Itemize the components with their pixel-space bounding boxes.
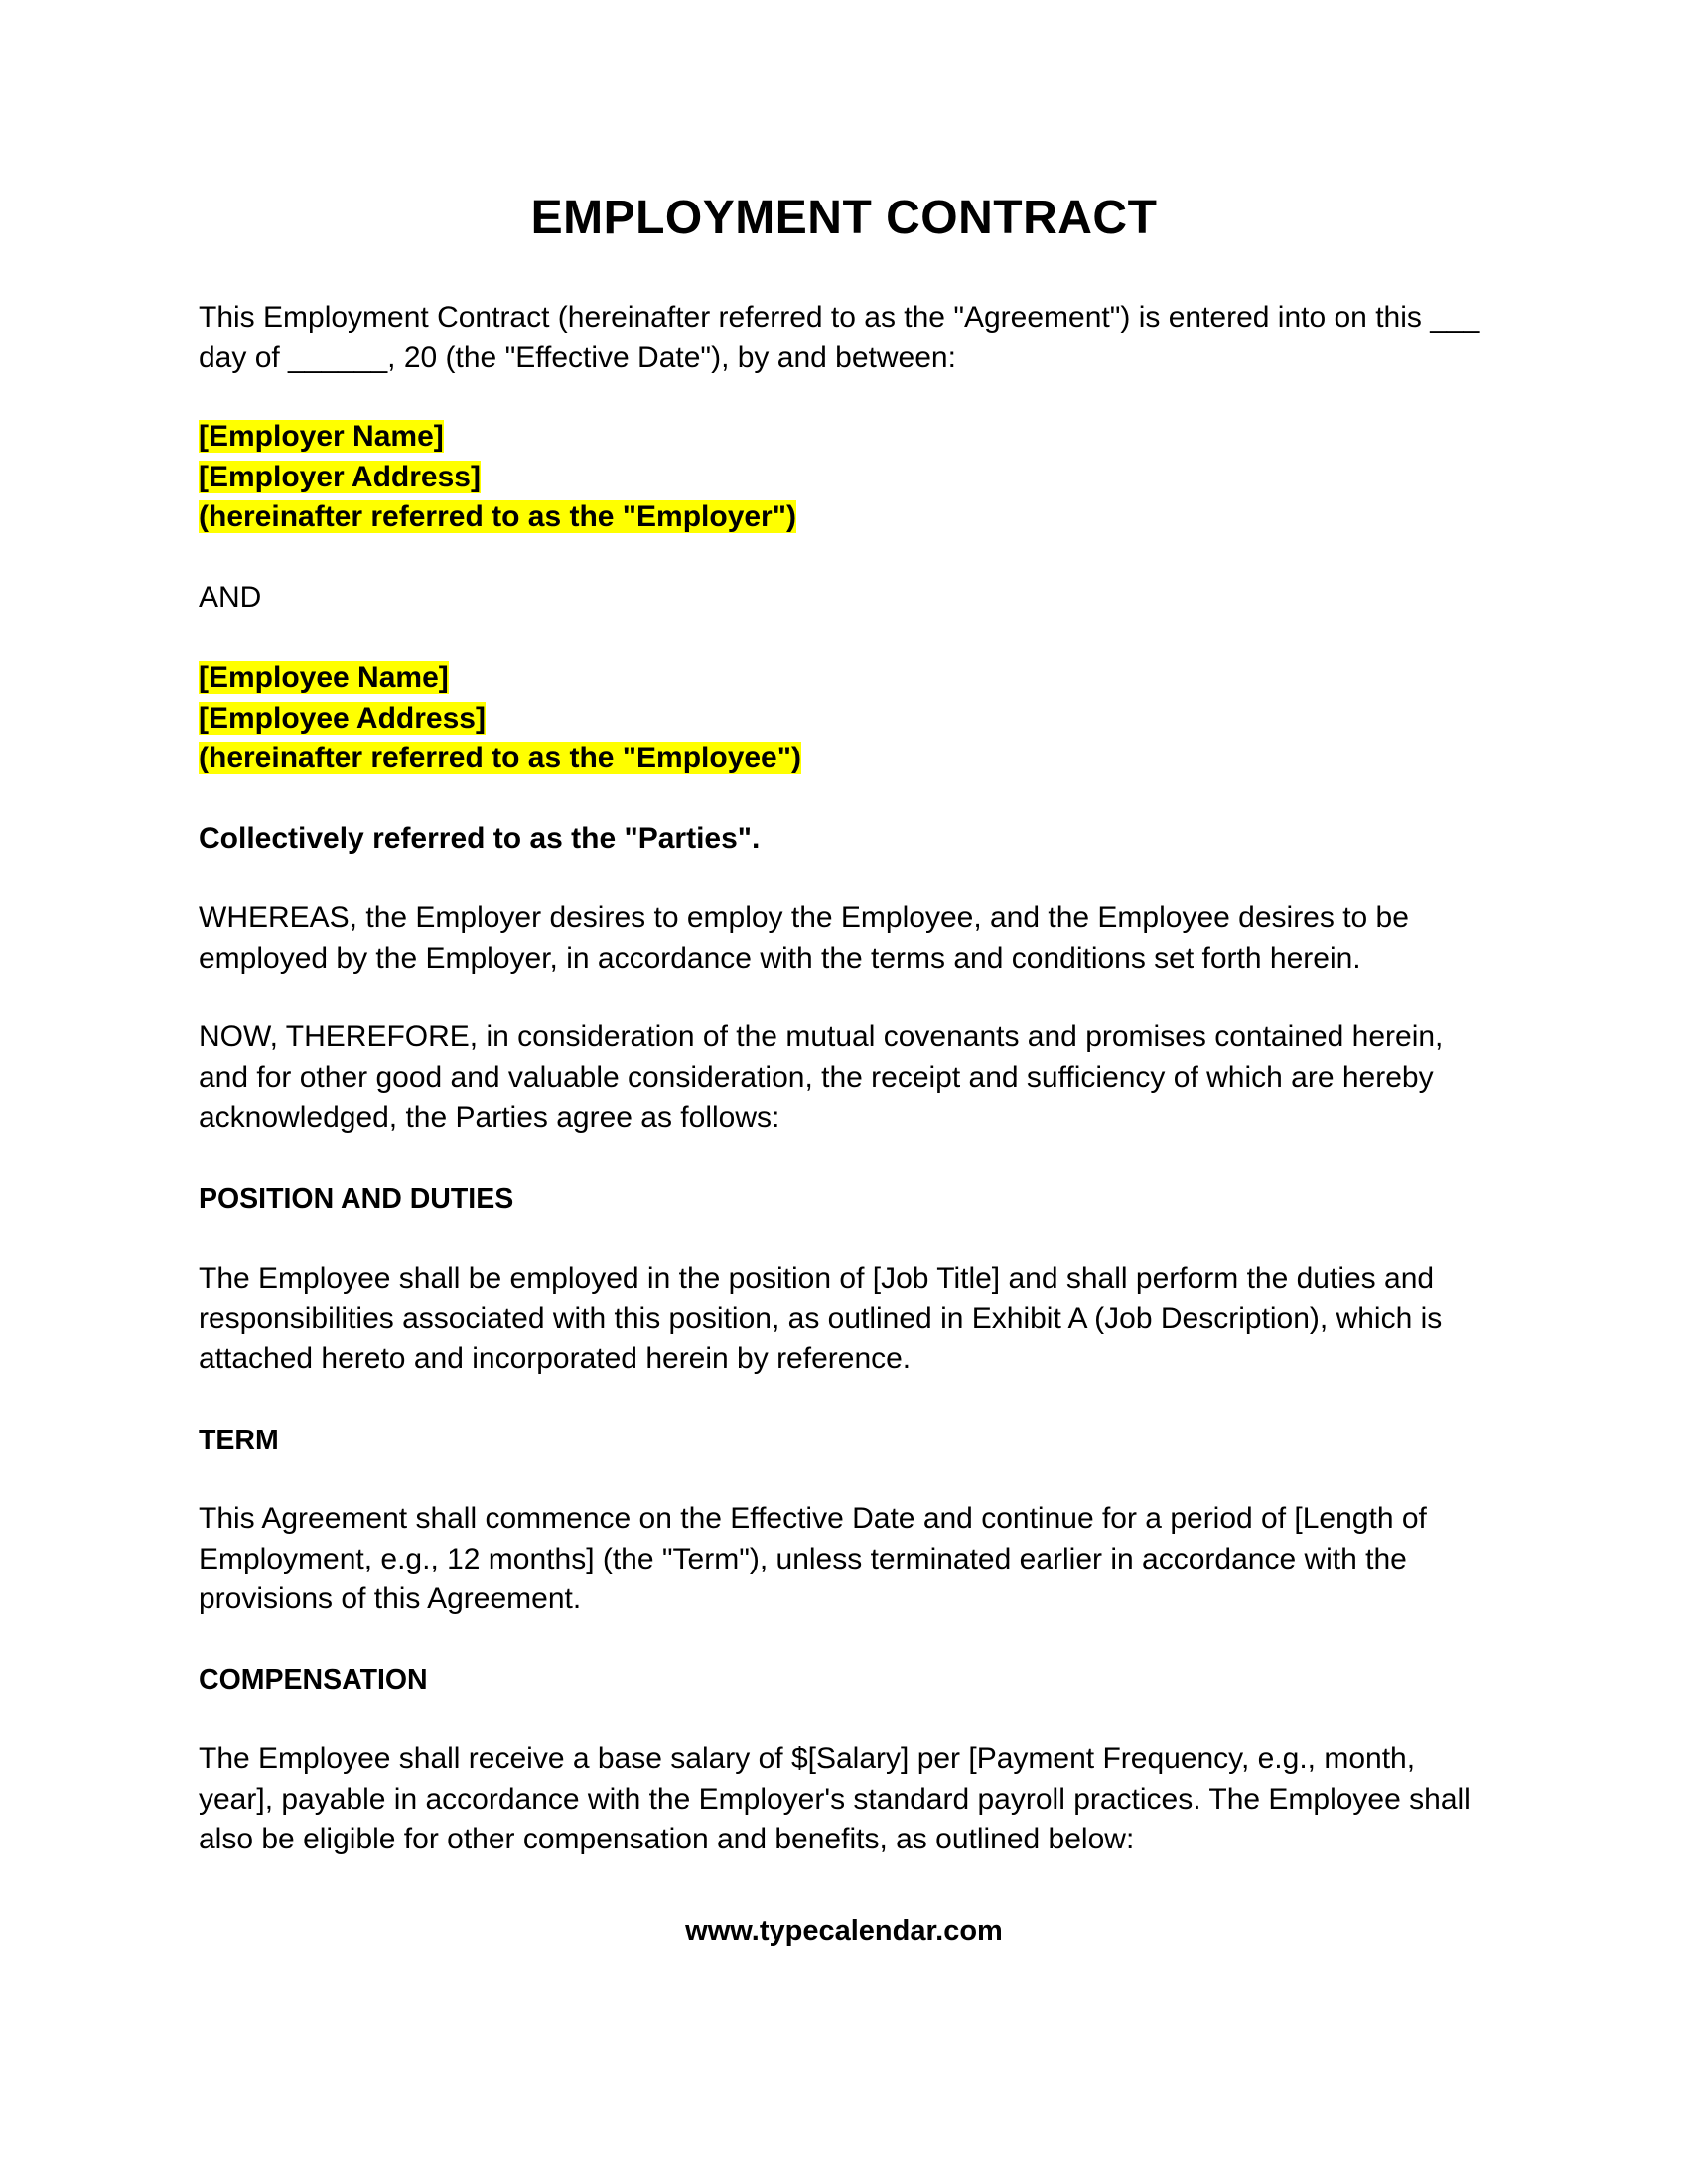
section-text-term: This Agreement shall commence on the Effective Date and continue for a period of [Length of Employment, e.g., 12 months] (the "Term"), unless terminated earlier in accordance with the provisions of this Agreement. (199, 1502, 1427, 1615)
employee-reference: (hereinafter referred to as the "Employee") (199, 742, 801, 774)
whereas-paragraph: WHEREAS, the Employer desires to employ the Employee, and the Employee desires to be employed by the Employer, in accordance with the terms and conditions set forth herein. (199, 901, 1409, 975)
and-separator: AND (199, 581, 262, 614)
employer-block (199, 417, 796, 538)
document-page (199, 0, 1489, 2184)
employee-address: [Employee Address] (199, 701, 486, 735)
now-therefore-paragraph: NOW, THEREFORE, in consideration of the mutual covenants and promises contained herein, and for other good and valuable consideration, the receipt and sufficiency of which are hereby acknowledged, the Parties agree as follows: (199, 1021, 1444, 1134)
footer-website-link[interactable]: www.typecalendar.com (685, 1915, 1003, 1947)
employee-name: [Employee Name] (199, 661, 449, 694)
section-heading-term: TERM (199, 1425, 279, 1456)
section-heading-compensation: COMPENSATION (199, 1664, 428, 1696)
employee-block (199, 658, 801, 779)
employer-address: [Employer Address] (199, 460, 481, 493)
employer-reference: (hereinafter referred to as the "Employer") (199, 500, 796, 533)
section-text-position: The Employee shall be employed in the position of [Job Title] and shall perform the duties and responsibilities associated with this position, as outlined in Exhibit A (Job Description), which is attached hereto and incorporated herein by reference. (199, 1262, 1443, 1375)
employer-name: [Employer Name] (199, 420, 444, 453)
section-heading-position: POSITION AND DUTIES (199, 1183, 514, 1215)
document-title: EMPLOYMENT CONTRACT (530, 192, 1158, 244)
section-text-compensation: The Employee shall receive a base salary of $[Salary] per [Payment Frequency, e.g., month, year], payable in accordance with the Employer's standard payroll practices. The Employee shall also be eligible for other compensation and benefits, as outlined below: (199, 1742, 1471, 1855)
intro-paragraph: This Employment Contract (hereinafter referred to as the "Agreement") is entered into on this ___ day of ______, 20 (the "Effective Date"), by and between: (199, 301, 1480, 374)
collectively-paragraph: Collectively referred to as the "Parties". (199, 822, 761, 855)
